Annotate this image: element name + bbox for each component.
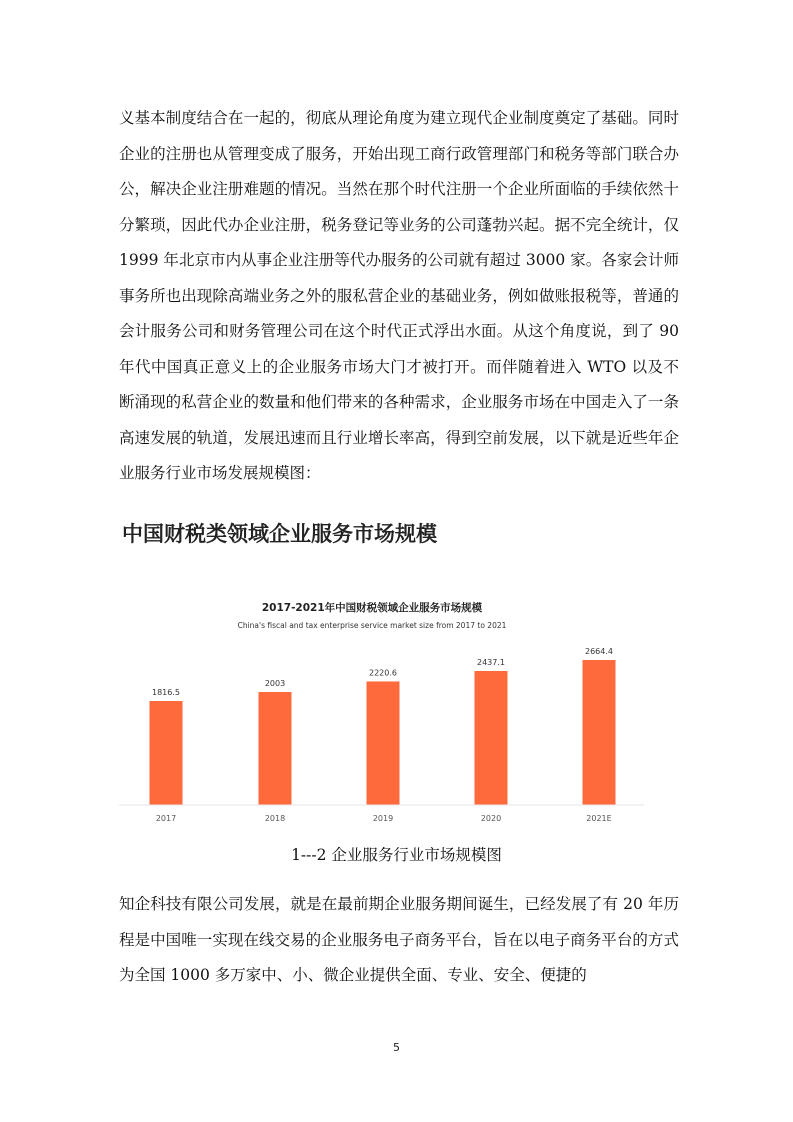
x-tick-2018: 2018 xyxy=(264,814,286,823)
bar-2018 xyxy=(259,692,292,805)
chart-subtitle: China's fiscal and tax enterprise service market size from 2017 to 2021 xyxy=(237,621,507,630)
body-paragraph-1: 义基本制度结合在一起的，彻底从理论角度为建立现代企业制度奠定了基础。同时企业的注册也从管理变成了服务，开始出现工商行政管理部门和税务等部门联合办公，解决企业注册难题的情况。当然在那个时代注册一个企业所面临的手续依然十分繁琐，因此代办企业注册，税务登记等业务的公司蓬勃兴起。据不完全统计，仅 1999 年北京市内从事企业注册等代办服务的公司就有超过 3000 家。各家会计师事务所也出现除高端业务之外的服私营企业的基础业务，例如做账报税等，普通的会计服务公司和财务管理公司在这个时代正式浮出水面。从这个角度说，到了 90 年代中国真正意义上的企业服务市场大门才被打开。而伴随着进入 WTO 以及不断涌现的私营企业的数量和他们带来的各种需求，企业服务市场在中国走入了一条高速发展的轨道，发展迅速而且行业增长率高，得到空前发展，以下就是近些年企业服务行业市场发展规模图： xyxy=(119,109,679,482)
data-label-2018: 2003 xyxy=(264,678,286,688)
figure-heading: 中国财税类领域企业服务市场规模 xyxy=(122,522,437,546)
page-number: 5 xyxy=(393,1041,400,1054)
data-label-2020: 2437.1 xyxy=(477,657,505,667)
bar-2019 xyxy=(367,681,400,805)
body-paragraph-2: 知企科技有限公司发展，就是在最前期企业服务期间诞生，已经发展了有 20 年历程是中国唯一实现在线交易的企业服务电子商务平台，旨在以电子商务平台的方式为全国 1000 多万家中、小、微企业提供全面、专业、安全、便捷的 xyxy=(119,895,679,984)
figure-caption: 1---2 企业服务行业市场规模图 xyxy=(291,846,502,864)
market-size-chart xyxy=(119,580,679,830)
x-tick-2019: 2019 xyxy=(372,814,394,823)
x-tick-2021E: 2021E xyxy=(586,814,612,823)
bar-chart-svg xyxy=(119,580,679,830)
data-label-2021E: 2664.4 xyxy=(585,647,613,656)
x-tick-2017: 2017 xyxy=(155,814,177,823)
bars-layer xyxy=(150,647,616,823)
bar-2021E xyxy=(583,660,616,805)
x-tick-2020: 2020 xyxy=(480,814,502,823)
bar-2020 xyxy=(475,671,508,805)
data-label-2017: 1816.5 xyxy=(152,688,180,697)
data-label-2019: 2220.6 xyxy=(369,668,397,678)
chart-title: 2017-2021年中国财税领域企业服务市场规模 xyxy=(261,602,483,614)
bar-2017 xyxy=(150,701,183,805)
